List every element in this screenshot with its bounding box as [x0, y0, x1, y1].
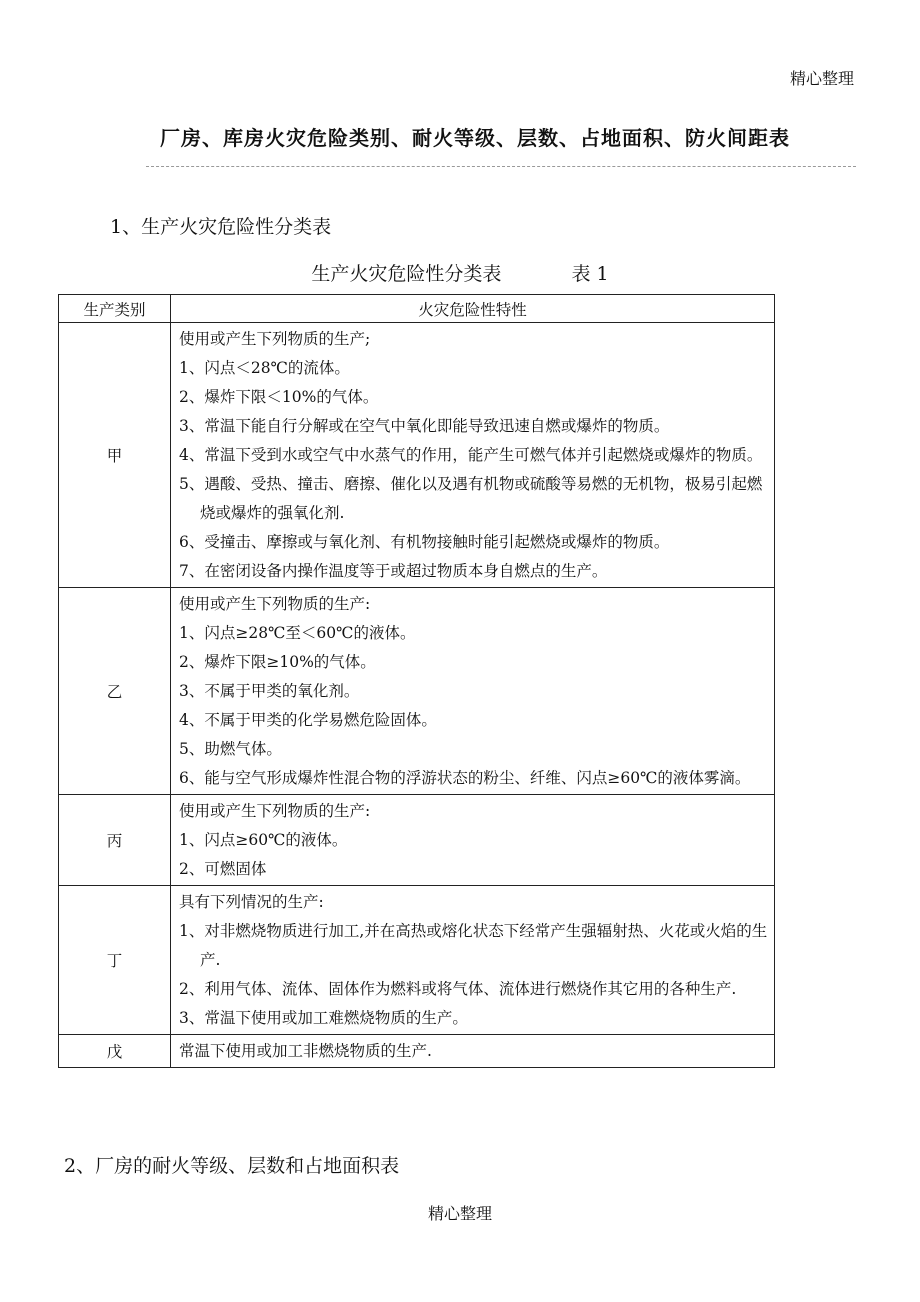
- characteristics-item: 5、助燃气体。: [179, 740, 282, 758]
- characteristics-intro: 具有下列情况的生产:: [179, 893, 324, 911]
- category-cell: 丁: [59, 886, 171, 1035]
- characteristics-cell: [171, 323, 775, 588]
- characteristics-item: 6、能与空气形成爆炸性混合物的浮游状态的粉尘、纤维、闪点≥60℃的液体雾滴。: [179, 769, 751, 787]
- characteristics-item: 3、不属于甲类的氧化剂。: [179, 682, 360, 700]
- characteristics-item: 2、可燃固体: [179, 860, 267, 878]
- section-1-heading: 1、生产火灾危险性分类表: [110, 216, 332, 238]
- characteristics-intro: 使用或产生下列物质的生产;: [179, 330, 371, 348]
- characteristics-item: 2、爆炸下限≥10%的气体。: [179, 653, 376, 671]
- characteristics-cell: [171, 795, 775, 886]
- characteristics-cell: [171, 588, 775, 795]
- characteristics-cell: [171, 886, 775, 1035]
- table-caption-number: 表 1: [571, 263, 609, 285]
- title-divider: [146, 166, 856, 167]
- characteristics-item: 3、常温下使用或加工难燃烧物质的生产。: [179, 1009, 468, 1027]
- table-header-row: [59, 295, 775, 323]
- characteristics-item: 5、遇酸、受热、撞击、磨擦、催化以及遇有机物或硫酸等易燃的无机物，极易引起燃烧或爆炸的强氧化剂.: [179, 475, 763, 522]
- characteristics-cell: [171, 1035, 775, 1068]
- category-cell: 戊: [59, 1035, 171, 1068]
- characteristics-item: 1、闪点≥60℃的液体。: [179, 831, 348, 849]
- characteristics-item: 7、在密闭设备内操作温度等于或超过物质本身自燃点的生产。: [179, 562, 608, 580]
- table-row: [59, 588, 775, 795]
- characteristics-item: 1、闪点≥28℃至＜60℃的液体。: [179, 624, 416, 642]
- table-caption: [0, 259, 920, 286]
- characteristics-intro: 常温下使用或加工非燃烧物质的生产.: [179, 1042, 432, 1060]
- characteristics-item: 1、对非燃烧物质进行加工,并在高热或熔化状态下经常产生强辐射热、火花或火焰的生产.: [179, 922, 768, 969]
- table-row: [59, 795, 775, 886]
- table-row: [59, 1035, 775, 1068]
- table-row: [59, 886, 775, 1035]
- section-2-heading: 2、厂房的耐火等级、层数和占地面积表: [64, 1155, 400, 1177]
- header-characteristics: 火灾危险性特性: [171, 295, 775, 323]
- category-cell: 乙: [59, 588, 171, 795]
- characteristics-item: 1、闪点＜28℃的流体。: [179, 359, 350, 377]
- characteristics-item: 2、爆炸下限＜10%的气体。: [179, 388, 379, 406]
- characteristics-item: 4、常温下受到水或空气中水蒸气的作用，能产生可燃气体并引起燃烧或爆炸的物质。: [179, 446, 763, 464]
- category-cell: 丙: [59, 795, 171, 886]
- document-title: 厂房、库房火灾危险类别、耐火等级、层数、占地面积、防火间距表: [160, 126, 790, 150]
- characteristics-intro: 使用或产生下列物质的生产:: [179, 802, 371, 820]
- fire-hazard-classification-table: [58, 294, 775, 1068]
- characteristics-item: 2、利用气体、流体、固体作为燃料或将气体、流体进行燃烧作其它用的各种生产.: [179, 980, 737, 998]
- header-note: 精心整理: [789, 69, 854, 88]
- characteristics-item: 4、不属于甲类的化学易燃危险固体。: [179, 711, 437, 729]
- table-row: [59, 323, 775, 588]
- table-caption-title: 生产火灾危险性分类表: [311, 263, 502, 285]
- footer-note: 精心整理: [427, 1204, 492, 1223]
- characteristics-item: 3、常温下能自行分解或在空气中氧化即能导致迅速自燃或爆炸的物质。: [179, 417, 670, 435]
- category-cell: 甲: [59, 323, 171, 588]
- table-body: [59, 323, 775, 1068]
- header-category: 生产类别: [59, 295, 171, 323]
- characteristics-item: 6、受撞击、摩擦或与氧化剂、有机物接触时能引起燃烧或爆炸的物质。: [179, 533, 670, 551]
- characteristics-intro: 使用或产生下列物质的生产:: [179, 595, 371, 613]
